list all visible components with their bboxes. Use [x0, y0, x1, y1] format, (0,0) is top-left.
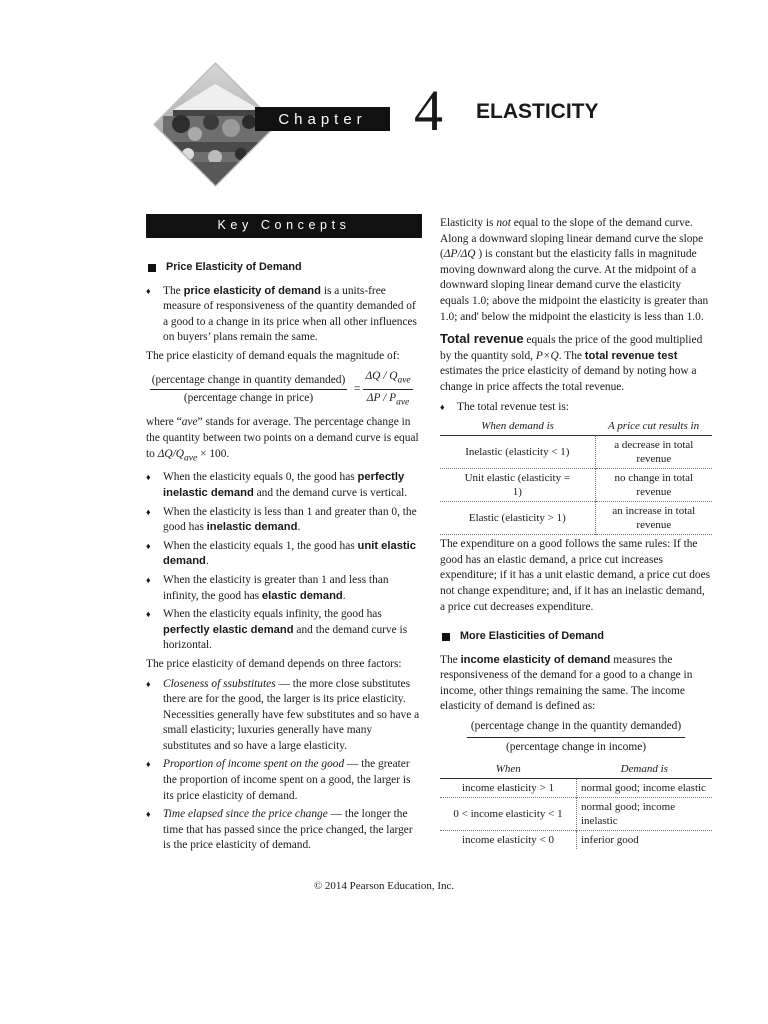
paragraph-total-revenue: Total revenue equals the price of the good multiplied by the quantity sold, P×Q. The total revenue test estimates the price elasticity of demand by noting how a change in price affects the total revenue. [440, 331, 703, 393]
table-row: 0 < income elasticity < 1 normal good; income inelastic [440, 798, 712, 831]
diamond-bullet-icon: ♦ [146, 678, 151, 689]
income-elasticity-formula [440, 719, 712, 755]
elasticity-formula [146, 369, 422, 412]
table-row: income elasticity < 0 inferior good [440, 831, 712, 850]
list-item: ♦ Closeness of ssubstitutes — the more close substitutes there are for the good, the larger is its price elasticity. Necessities generally have few substitutes and so have a small elasticity; luxuries generally have many substitutes and so have a large elasticity. [146, 677, 420, 752]
diamond-bullet-icon: ♦ [146, 809, 151, 820]
definition-list [146, 284, 422, 346]
table-header: When demand is [440, 418, 595, 436]
diamond-bullet-icon: ♦ [146, 540, 151, 551]
formula-equals: = [354, 383, 361, 396]
formula-numerator: (percentage change in the quantity demanded) [467, 719, 685, 738]
square-bullet-icon [148, 264, 156, 272]
paragraph-slope: Elasticity is not equal to the slope of the demand curve. Along a downward sloping linear demand curve the slope (ΔP/ΔQ ) is constant but the elasticity falls in magnitude moving downward along the curve. At the midpoint of a downward sloping linear demand curve the elasticity equals 1.0; above the midpoint the elasticity is greater than 1.0; and' below the midpoint the elasticity is less than 1.0. [440, 217, 709, 323]
total-revenue-list [440, 400, 712, 416]
chapter-label: Chapter [278, 110, 367, 128]
list-item: ♦ When the elasticity is greater than 1 and less than infinity, the good has elastic demand. [146, 573, 389, 602]
table-row: Unit elastic (elasticity = 1) no change in total revenue [440, 469, 712, 502]
diamond-bullet-icon: ♦ [146, 574, 151, 585]
list-item: ♦ When the elasticity equals 0, the good has perfectly inelastic demand and the demand curve is vertical. [146, 471, 408, 499]
table-header: When [440, 761, 577, 779]
key-concepts-label: Key Concepts [217, 218, 351, 233]
formula-denominator: (percentage change in price) [183, 392, 314, 405]
diamond-bullet-icon: ♦ [146, 506, 151, 517]
diamond-bullet-icon: ♦ [146, 759, 151, 770]
text: is a units-free measure of responsiveness of the quantity demanded of a good to a change in its price when all other influences on buyers’ plans remain the same. [163, 284, 417, 344]
left-column [146, 214, 422, 857]
paragraph-expenditure: The expenditure on a good follows the same rules: If the good has an elastic demand, a price cut increases expenditure; if it has a unit elastic demand, a price cut does not change expenditure; and, if it has an inelastic demand, a price cut decreases expenditure. [440, 538, 711, 613]
list-item: ♦ The total revenue test is: [440, 400, 712, 416]
formula-right-denominator: ΔP / $P_{ave}$ [366, 392, 410, 408]
chapter-title: ELASTICITY [476, 100, 599, 123]
formula-right-numerator: ΔQ / $Q_{ave}$ [363, 369, 412, 391]
table-header: A price cut results in [595, 418, 712, 436]
paragraph: The price elasticity of demand equals the magnitude of: [146, 349, 400, 362]
square-bullet-icon [442, 633, 450, 641]
table-row: Inelastic (elasticity < 1) a decrease in total revenue [440, 436, 712, 469]
formula-numerator: (percentage change in quantity demanded) [150, 373, 348, 391]
list-item: ♦ When the elasticity is less than 1 and greater than 0, the good has inelastic demand. [146, 505, 417, 534]
income-elasticity-table [440, 761, 712, 849]
list-item [146, 284, 422, 346]
factors-list [146, 677, 422, 855]
text: The [163, 284, 184, 297]
table-header: Demand is [577, 761, 713, 779]
paragraph-average: where “ave” stands for average. The percentage change in the quantity between two points on a demand curve is equal to $\Delta Q/Q_{ave} \times 100$. [146, 416, 419, 463]
paragraph: The price elasticity of demand depends on three factors: [146, 657, 402, 670]
section-title: Price Elasticity of Demand [166, 261, 302, 273]
chapter-label-bar [255, 107, 390, 131]
list-item: ♦ When the elasticity equals infinity, the good has perfectly elastic demand and the demand curve is horizontal. [146, 608, 408, 652]
total-revenue-table [440, 418, 712, 535]
diamond-bullet-icon: ♦ [146, 609, 151, 620]
term: price elasticity of demand [183, 284, 321, 297]
section-title: More Elasticities of Demand [460, 630, 604, 643]
table-row: Elastic (elasticity > 1) an increase in total revenue [440, 502, 712, 535]
list-item: ♦ Proportion of income spent on the good — the greater the proportion of income spent on a good, the larger is its price elasticity of demand. [146, 758, 411, 802]
chapter-number: 4 [414, 78, 443, 143]
key-concepts-bar [146, 214, 422, 238]
list-item: ♦ Time elapsed since the price change — the longer the time that has passed since the price changed, the larger is the price elasticity of demand. [146, 808, 413, 852]
elasticity-cases-list [146, 470, 422, 654]
list-item: ♦ When the elasticity equals 1, the good has unit elastic demand. [146, 539, 416, 568]
right-column [440, 216, 712, 849]
section-heading-price-elasticity [146, 260, 422, 276]
diamond-bullet-icon: ♦ [146, 285, 151, 296]
copyright-footer: © 2014 Pearson Education, Inc. [313, 880, 455, 892]
formula-denominator: (percentage change in income) [505, 740, 647, 753]
table-row: income elasticity > 1 normal good; income elastic [440, 779, 712, 798]
section-heading-more-elasticities [440, 629, 712, 645]
diamond-bullet-icon: ♦ [146, 472, 151, 483]
paragraph-income-elasticity: The income elasticity of demand measures the responsiveness of the demand for a good to a change in income, other things remaining the same. The income elasticity of demand is defined as: [440, 653, 693, 713]
diamond-bullet-icon: ♦ [440, 401, 445, 412]
